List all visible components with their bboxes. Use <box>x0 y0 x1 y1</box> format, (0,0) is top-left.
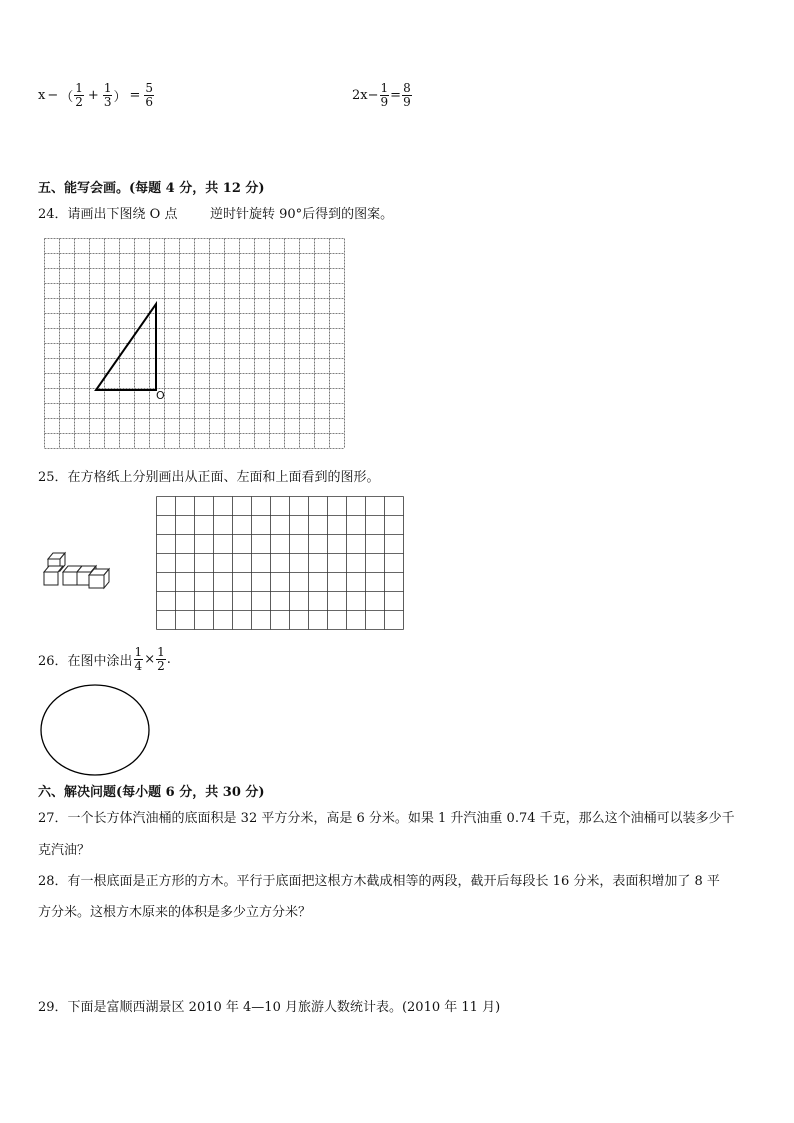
eq1-lparen: （ <box>60 89 74 105</box>
eq1-f1-denominator: 2 <box>75 94 83 109</box>
rotation-center-label: O <box>156 389 165 402</box>
question-27-line-1: 27．一个长方体汽油桶的底面积是 32 平方分米，高是 6 分米。如果 1 升汽油重 0.74 千克，那么这个油桶可以装多少千 <box>38 811 735 826</box>
shading-circle-figure <box>38 683 154 779</box>
eq2-f2-denominator: 9 <box>403 94 411 109</box>
eq2-fraction-2 <box>402 82 412 108</box>
eq1-plus: + <box>87 87 99 103</box>
q26-suffix: . <box>166 651 171 667</box>
eq2-lhs: 2x <box>352 87 368 103</box>
rotation-grid-lines <box>45 239 345 449</box>
question-26-prefix: 26．在图中涂出 <box>38 653 133 669</box>
rotation-grid <box>44 238 345 452</box>
q26-f1-denominator: 4 <box>134 658 143 673</box>
equation-1 <box>38 82 155 108</box>
question-28-line-1: 28．有一根底面是正方形的方木。平行于底面把这根方木截成相等的两段，截开后每段长 16 分米，表面积增加了 8 平 <box>38 874 720 889</box>
q26-times: × <box>144 651 156 667</box>
cube-front-face <box>44 572 58 585</box>
section-6-heading: 六、解决问题(每小题 6 分，共 30 分) <box>38 785 265 800</box>
question-29-text: 29．下面是富顺西湖景区 2010 年 4—10 月旅游人数统计表。(2010 年 11 月) <box>38 1000 501 1015</box>
q26-f2-denominator: 2 <box>157 658 165 673</box>
question-24-text-b: 逆时针旋转 90°后得到的图案。 <box>210 207 394 222</box>
eq1-f2-numerator: 1 <box>103 81 112 95</box>
eq1-fraction-3 <box>144 82 154 108</box>
circle-shape <box>41 685 149 775</box>
q26-f2-numerator: 1 <box>157 645 165 659</box>
eq2-equals: = <box>390 87 402 103</box>
q26-fraction-1 <box>134 646 144 672</box>
eq1-fraction-1 <box>74 82 84 108</box>
view-drawing-grid-lines <box>157 497 404 630</box>
eq2-f1-denominator: 9 <box>380 94 389 109</box>
question-27-line-2: 克汽油？ <box>38 843 91 858</box>
eq1-rparen: ） <box>113 89 127 105</box>
eq1-minus: − <box>47 87 59 103</box>
eq1-f3-denominator: 6 <box>145 94 154 109</box>
eq1-f3-numerator: 5 <box>145 81 154 95</box>
q26-fraction-2 <box>156 646 166 672</box>
eq2-f2-numerator: 8 <box>403 81 411 95</box>
question-28-line-2: 方分米。这根方木原来的体积是多少立方分米？ <box>38 905 312 920</box>
eq2-f1-numerator: 1 <box>380 81 389 95</box>
cube-stack-figure <box>42 548 118 590</box>
right-triangle-shape <box>96 304 156 390</box>
eq1-f1-numerator: 1 <box>75 81 83 95</box>
question-26-text <box>38 646 171 672</box>
view-drawing-grid <box>156 496 404 633</box>
eq2-fraction-1 <box>380 82 390 108</box>
question-24-text-a: 24．请画出下图绕 O 点 <box>38 207 178 222</box>
eq1-f2-denominator: 3 <box>103 94 112 109</box>
question-25-text: 25．在方格纸上分别画出从正面、左面和上面看到的图形。 <box>38 470 380 485</box>
q26-f1-numerator: 1 <box>134 645 143 659</box>
cube-front-face <box>63 572 77 585</box>
eq2-minus: − <box>367 87 379 103</box>
cube-front-face <box>89 575 104 588</box>
eq1-fraction-2 <box>103 82 113 108</box>
eq1-equals: = <box>129 87 141 103</box>
equation-2 <box>352 82 413 108</box>
eq1-variable: x <box>38 87 46 103</box>
section-5-heading: 五、能写会画。(每题 4 分，共 12 分) <box>38 181 265 196</box>
